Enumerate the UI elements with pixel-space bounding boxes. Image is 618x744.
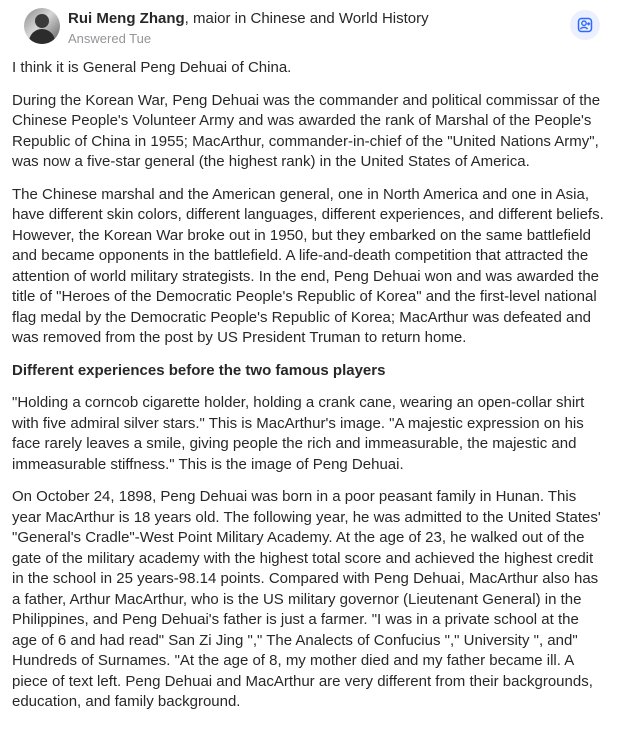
paragraph-5: On October 24, 1898, Peng Dehuai was born in a poor peasant family in Hunan. This year MacArthur is 18 years old. The following year, he was admitted to the United States' "General's Cradle"-West Point Military Academy. At the age of 23, he walked out of the gate of the military academy with the highest total score and achieved the highest credit in the school in 25 years-98.14 points. Compared with Peng Dehuai, MacArthur also has a father, Arthur MacArthur, who is the US military governor (Lieutenant General) in the Philippines, and Peng Dehuai's father is just a farmer. "I was in a private school at the age of 6 and had read" San Zi Jing "," The Analects of Confucius "," University ", and" Hundreds of Surnames. "At the age of 8, my mother died and my father became ill. A piece of text left. Peng Dehuai and MacArthur are very different from their backgrounds, education, and family background. xyxy=(12,488,601,710)
author-credential: , maior in Chinese and World History xyxy=(184,10,429,27)
answered-timestamp[interactable]: Answered Tue xyxy=(68,31,152,46)
section-heading: Different experiences before the two famous players xyxy=(12,361,386,379)
avatar-head xyxy=(35,14,49,28)
paragraph-4: "Holding a corncob cigarette holder, holding a crank cane, wearing an open-collar shirt with five admiral silver stars." This is MacArthur's image. "A majestic expression on his face rarely leaves a smile, giving people the rich and immeasurable, the majestic and immeasurable stiffness." This is the image of Peng Dehuai. xyxy=(12,394,585,473)
add-user-icon xyxy=(576,16,594,34)
avatar[interactable] xyxy=(24,8,60,44)
paragraph-3: The Chinese marshal and the American general, one in North America and one in Asia, have different skin colors, different languages, different experiences, and different beliefs. However, the Korean War broke out in 1950, but they embarked on the same battlefield and became opponents in the battlefield. A life-and-death competition that attracted the attention of world military strategists. In the end, Peng Dehuai won and was awarded the title of "Heroes of the Democratic People's Republic of Korea" and the first-level national flag medal by the Democratic People's Republic of Korea; MacArthur was defeated and was removed from the post by US President Truman to return home. xyxy=(12,185,604,346)
author-meta xyxy=(68,9,429,48)
avatar-body xyxy=(29,29,55,44)
answer-content xyxy=(12,58,608,725)
author-name[interactable]: Rui Meng Zhang xyxy=(68,10,185,27)
paragraph-2: During the Korean War, Peng Dehuai was the commander and political commissar of the Chinese People's Volunteer Army and was awarded the rank of Marshal of the People's Republic of China in 1955; MacArthur, commander-in-chief of the "United Nations Army", was now a five-star general (the highest rank) in the United States of America. xyxy=(12,91,601,170)
author-line xyxy=(68,9,429,29)
follow-button[interactable] xyxy=(570,10,600,40)
paragraph-1: I think it is General Peng Dehuai of China. xyxy=(12,59,292,76)
answer-header xyxy=(12,0,604,52)
